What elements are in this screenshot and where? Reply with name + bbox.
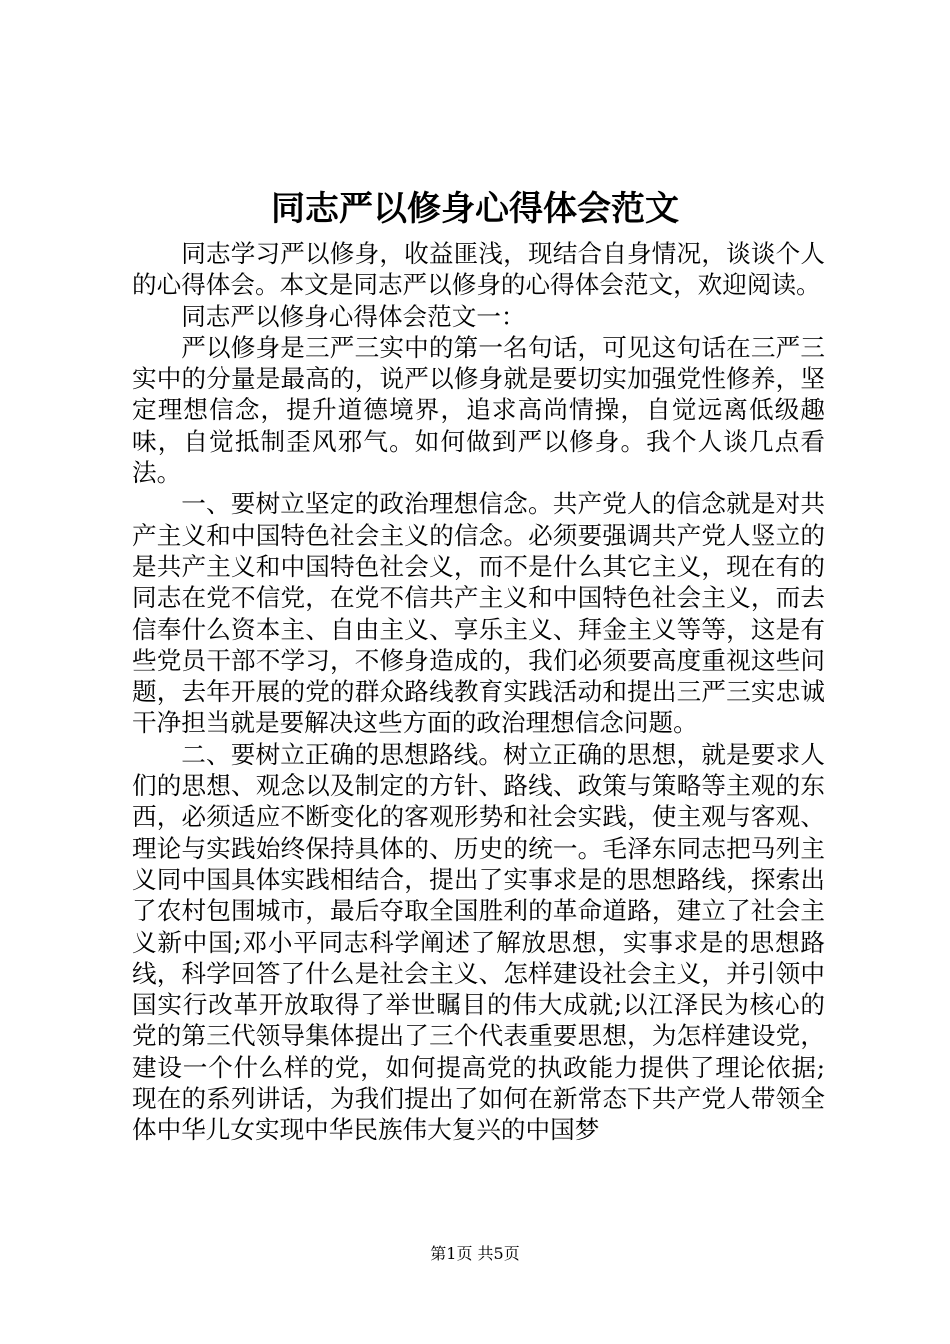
page-footer: 第1页 共5页 [430, 1244, 520, 1263]
document-body [132, 238, 825, 1146]
document-title: 同志严以修身心得体会范文 [271, 189, 679, 229]
paragraph-overview: 严以修身是三严三实中的第一名句话，可见这句话在三严三实中的分量是最高的，说严以修身就是要切实加强党性修养，坚定理想信念，提升道德境界，追求高尚情操，自觉远离低级趣味，自觉抵制歪风邪气。如何做到严以修身。我个人谈几点看法。 [132, 332, 825, 488]
paragraph-intro: 同志学习严以修身，收益匪浅，现结合自身情况，谈谈个人的心得体会。本文是同志严以修身的心得体会范文，欢迎阅读。 [132, 239, 825, 300]
paragraph-point-two: 二、要树立正确的思想路线。树立正确的思想，就是要求人们的思想、观念以及制定的方针、路线、政策与策略等主观的东西，必须适应不断变化的客观形势和社会实践，使主观与客观、理论与实践始终保持具体的、历史的统一。毛泽东同志把马列主义同中国具体实践相结合，提出了实事求是的思想路线，探索出了农村包围城市，最后夺取全国胜利的革命道路，建立了社会主义新中国;邓小平同志科学阐述了解放思想，实事求是的思想路线，科学回答了什么是社会主义、怎样建设社会主义，并引领中国实行改革开放取得了举世瞩目的伟大成就;以江泽民为核心的党的第三代领导集体提出了三个代表重要思想，为怎样建设党，建设一个什么样的党，如何提高党的执政能力提供了理论依据;现在的系列讲话，为我们提出了如何在新常态下共产党人带领全体中华儿女实现中华民族伟大复兴的中国梦 [132, 739, 825, 1145]
paragraph-section-heading: 同志严以修身心得体会范文一： [181, 301, 526, 331]
paragraph-point-one: 一、要树立坚定的政治理想信念。共产党人的信念就是对共产主义和中国特色社会主义的信念。必须要强调共产党人竖立的是共产主义和中国特色社会义，而不是什么其它主义，现在有的同志在党不信党，在党不信共产主义和中国特色社会主义，而去信奉什么资本主、自由主义、享乐主义、拜金主义等等，这是有些党员干部不学习，不修身造成的，我们必须要高度重视这些问题，去年开展的党的群众路线教育实践活动和提出三严三实忠诚干净担当就是要解决这些方面的政治理想信念问题。 [132, 489, 825, 738]
